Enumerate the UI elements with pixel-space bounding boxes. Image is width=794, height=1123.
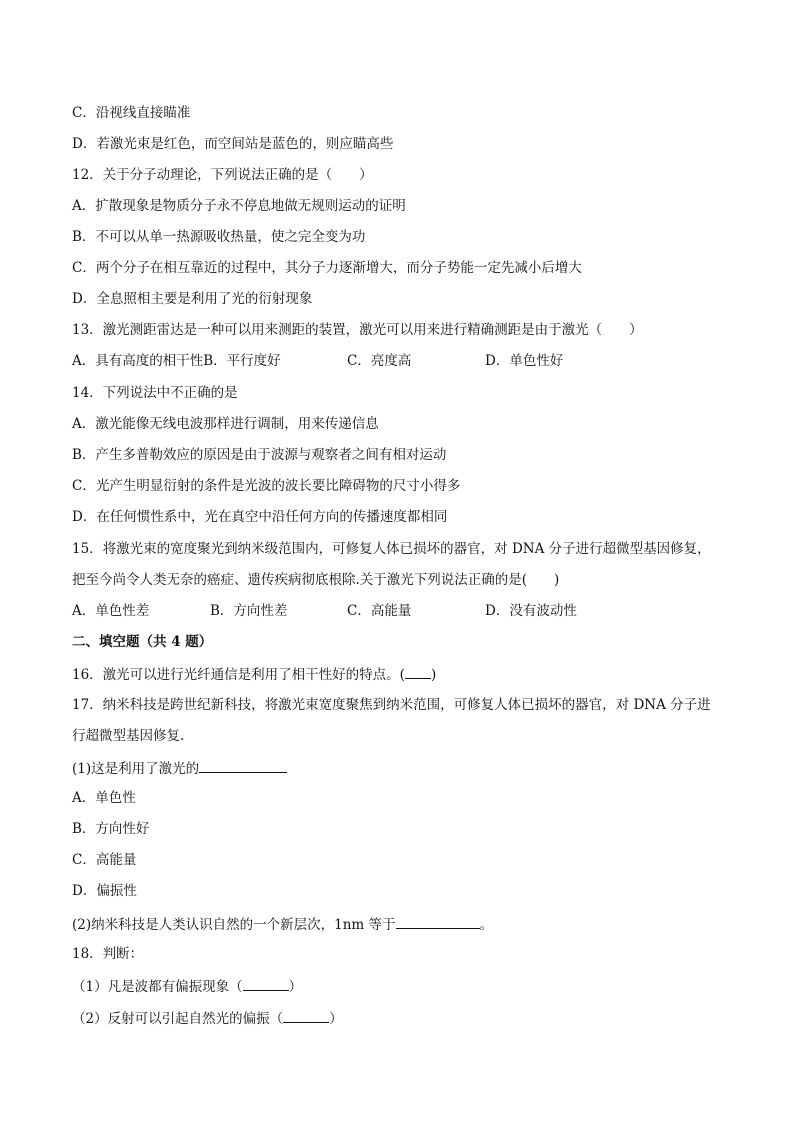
q17-option-c: C．高能量 [72,852,137,868]
q11-option-c: C．沿视线直接瞄准 [72,105,191,121]
q15-option-c: C．高能量 [347,603,412,619]
q17-part1-blank[interactable] [199,758,287,773]
q18-s1-blank[interactable] [243,976,289,991]
q14-option-c: C．光产生明显衍射的条件是光波的波长要比障碍物的尺寸小得多 [72,478,461,494]
q16-close: ) [430,667,437,683]
q17-stem-line2: 行超微型基因修复. [72,728,185,744]
q18-stem: 18．判断： [72,946,144,962]
q18-s1-text: （1）凡是波都有偏振现象（ [72,979,243,995]
q12-option-c: C．两个分子在相互靠近的过程中，其分子力逐渐增大，而分子势能一定先减小后增大 [72,260,582,276]
q18-statement-1 [72,976,302,996]
q17-stem-line1: 17．纳米科技是跨世纪新科技，将激光束宽度聚焦到纳米范围，可修复人体已损坏的器官，对 DNA 分子进 [72,697,711,713]
q15-option-a: A．单色性差 [72,603,150,619]
q17-part1 [72,758,287,778]
q14-option-b: B．产生多普勒效应的原因是由于波源与观察者之间有相对运动 [72,447,447,463]
q14-stem: 14．下列说法中不正确的是 [72,385,238,401]
q17-part2-blank[interactable] [396,914,480,929]
q17-option-b: B．方向性好 [72,821,150,837]
q17-part2-text: (2)纳米科技是人类认识自然的一个新层次，1nm 等于 [72,917,396,933]
q13-options [72,352,564,370]
q17-option-d: D．偏振性 [72,883,137,899]
q18-s2-text: （2）反射可以引起自然光的偏振（ [72,1011,284,1027]
q15-option-d: D．没有波动性 [485,603,577,619]
q12-option-a: A．扩散现象是物质分子永不停息地做无规则运动的证明 [72,198,406,214]
q18-s1-end: ） [288,979,303,995]
q12-option-d: D．全息照相主要是利用了光的衍射现象 [72,291,313,307]
q15-stem-line1: 15．将激光束的宽度聚光到纳米级范围内，可修复人体已损坏的器官，对 DNA 分子进行超微型基因修复， [72,541,711,557]
q13-option-c: C．亮度高 [347,353,412,369]
q12-option-b: B．不可以从单一热源吸收热量，使之完全变为功 [72,229,366,245]
q13-stem: 13．激光测距雷达是一种可以用来测距的装置，激光可以用来进行精确测距是由于激光（ ） [72,322,643,338]
q17-part2-end: 。 [479,917,493,933]
q15-option-b: B．方向性差 [210,603,288,619]
q13-option-b: B．平行度好 [203,353,281,369]
q15-stem-line2: 把至今尚令人类无奈的癌症、遗传疾病彻底根除.关于激光下列说法正确的是( ) [72,572,560,588]
section-title-fill-in: 二、填空题（共 4 题） [72,634,213,650]
q11-option-d: D．若激光束是红色，而空间站是蓝色的，则应瞄高些 [72,136,394,152]
q17-option-a: A．单色性 [72,790,136,806]
q13-option-d: D．单色性好 [485,353,564,369]
q16-answer-blank[interactable] [405,664,431,679]
q16-text: 16．激光可以进行光纤通信是利用了相干性好的特点。( [72,667,405,683]
q18-s2-blank[interactable] [283,1008,329,1023]
q14-option-d: D．在任何惯性系中，光在真空中沿任何方向的传播速度都相同 [72,509,448,525]
q17-part2 [72,914,493,934]
q14-option-a: A．激光能像无线电波那样进行调制，用来传递信息 [72,416,379,432]
q16-stem [72,664,436,684]
q17-part1-text: (1)这是利用了激光的 [72,761,200,777]
q12-stem: 12．关于分子动理论，下列说法正确的是（ ） [72,167,373,183]
q18-statement-2 [72,1008,343,1028]
q15-options [72,602,577,620]
q18-s2-end: ） [329,1011,343,1027]
q13-option-a: A．具有高度的相干性 [72,353,204,369]
